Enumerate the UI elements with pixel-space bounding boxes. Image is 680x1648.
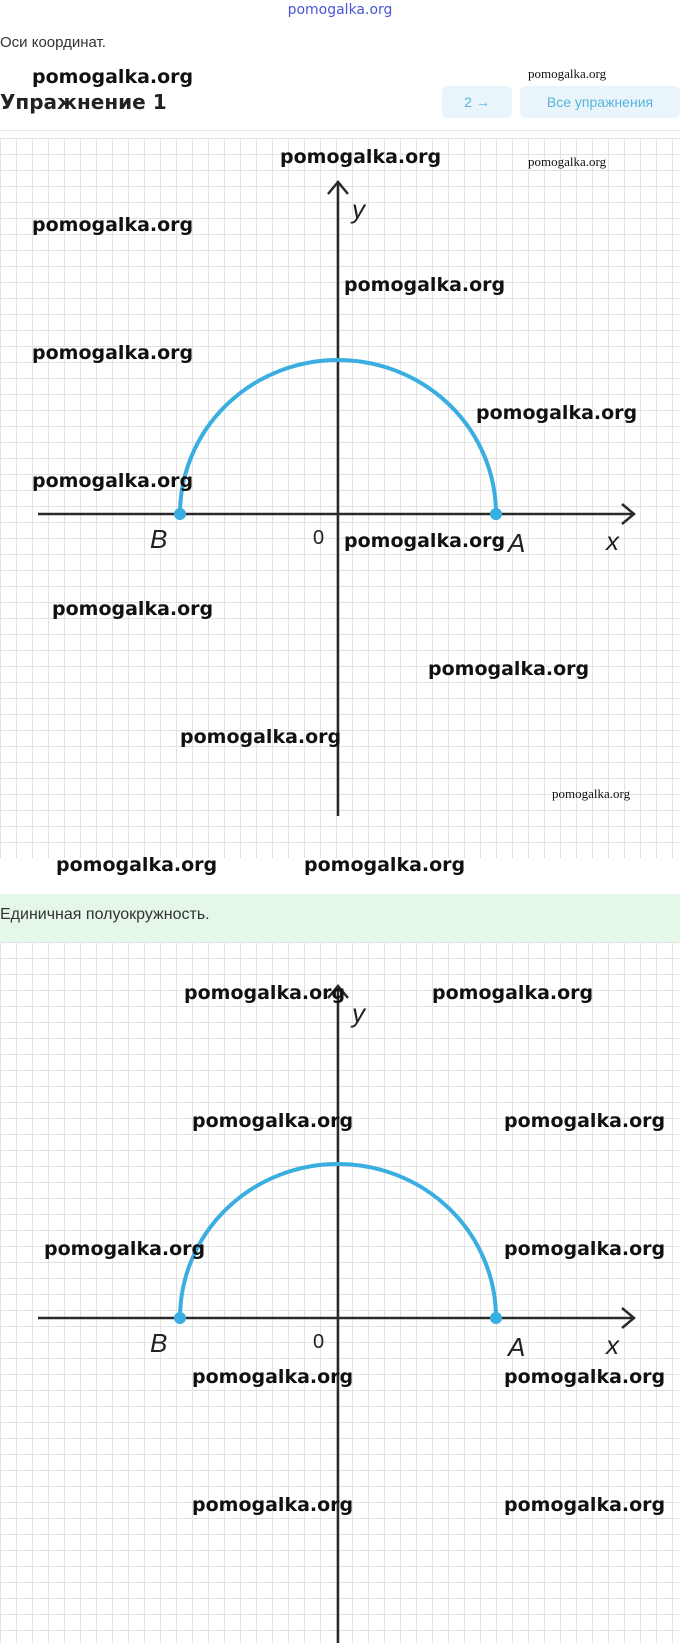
watermark: pomogalka.org bbox=[528, 154, 607, 169]
site-link[interactable]: pomogalka.org bbox=[287, 2, 393, 18]
y-axis-label: y bbox=[352, 998, 365, 1028]
point-b-label: B bbox=[150, 524, 168, 554]
watermark: pomogalka.org bbox=[192, 1494, 354, 1516]
all-exercises-button[interactable]: Все упражнения bbox=[520, 86, 680, 118]
watermark: pomogalka.org bbox=[476, 402, 638, 424]
point-a-dot bbox=[490, 508, 502, 520]
watermark: pomogalka.org bbox=[44, 1238, 206, 1260]
origin-label: 0 bbox=[313, 527, 325, 549]
watermark: pomogalka.org bbox=[32, 66, 194, 88]
watermark: pomogalka.org bbox=[56, 854, 218, 876]
next-exercise-button[interactable]: 2 → bbox=[442, 86, 512, 118]
watermark: pomogalka.org bbox=[32, 214, 194, 236]
y-axis-label: y bbox=[352, 194, 365, 224]
x-axis-label: x bbox=[606, 526, 619, 556]
coordinate-figure-1 bbox=[0, 138, 680, 858]
watermark: pomogalka.org bbox=[280, 146, 442, 168]
point-b-dot bbox=[174, 508, 186, 520]
answer-text: Единичная полуокружность. bbox=[0, 906, 210, 923]
coordinate-figure-2 bbox=[0, 942, 680, 1643]
watermark: pomogalka.org bbox=[344, 274, 506, 296]
watermark: pomogalka.org bbox=[32, 342, 194, 364]
figure-2-svg bbox=[0, 942, 680, 1643]
origin-label: 0 bbox=[313, 1331, 325, 1353]
watermark: pomogalka.org bbox=[180, 726, 342, 748]
watermark: pomogalka.org bbox=[192, 1110, 354, 1132]
watermark: pomogalka.org bbox=[428, 658, 590, 680]
divider bbox=[0, 130, 680, 131]
watermark: pomogalka.org bbox=[432, 982, 594, 1004]
intro-text: Оси координат. bbox=[0, 34, 106, 51]
watermark: pomogalka.org bbox=[192, 1366, 354, 1388]
watermark: pomogalka.org bbox=[504, 1494, 666, 1516]
watermark: pomogalka.org bbox=[52, 598, 214, 620]
exercise-title: Упражнение 1 bbox=[0, 90, 167, 114]
watermark: pomogalka.org bbox=[504, 1110, 666, 1132]
watermark: pomogalka.org bbox=[32, 470, 194, 492]
point-a-label: A bbox=[508, 1332, 526, 1362]
watermark: pomogalka.org bbox=[504, 1366, 666, 1388]
figure-1-svg bbox=[0, 138, 680, 858]
watermark: pomogalka.org bbox=[344, 530, 506, 552]
watermark: pomogalka.org bbox=[504, 1238, 666, 1260]
point-a-dot bbox=[490, 1312, 502, 1324]
watermark: pomogalka.org bbox=[184, 982, 346, 1004]
x-axis-label: x bbox=[606, 1330, 619, 1360]
point-b-label: B bbox=[150, 1328, 168, 1358]
point-b-dot bbox=[174, 1312, 186, 1324]
watermark: pomogalka.org bbox=[304, 854, 466, 876]
watermark: pomogalka.org bbox=[552, 786, 631, 801]
watermark: pomogalka.org bbox=[528, 66, 607, 81]
point-a-label: A bbox=[508, 528, 526, 558]
